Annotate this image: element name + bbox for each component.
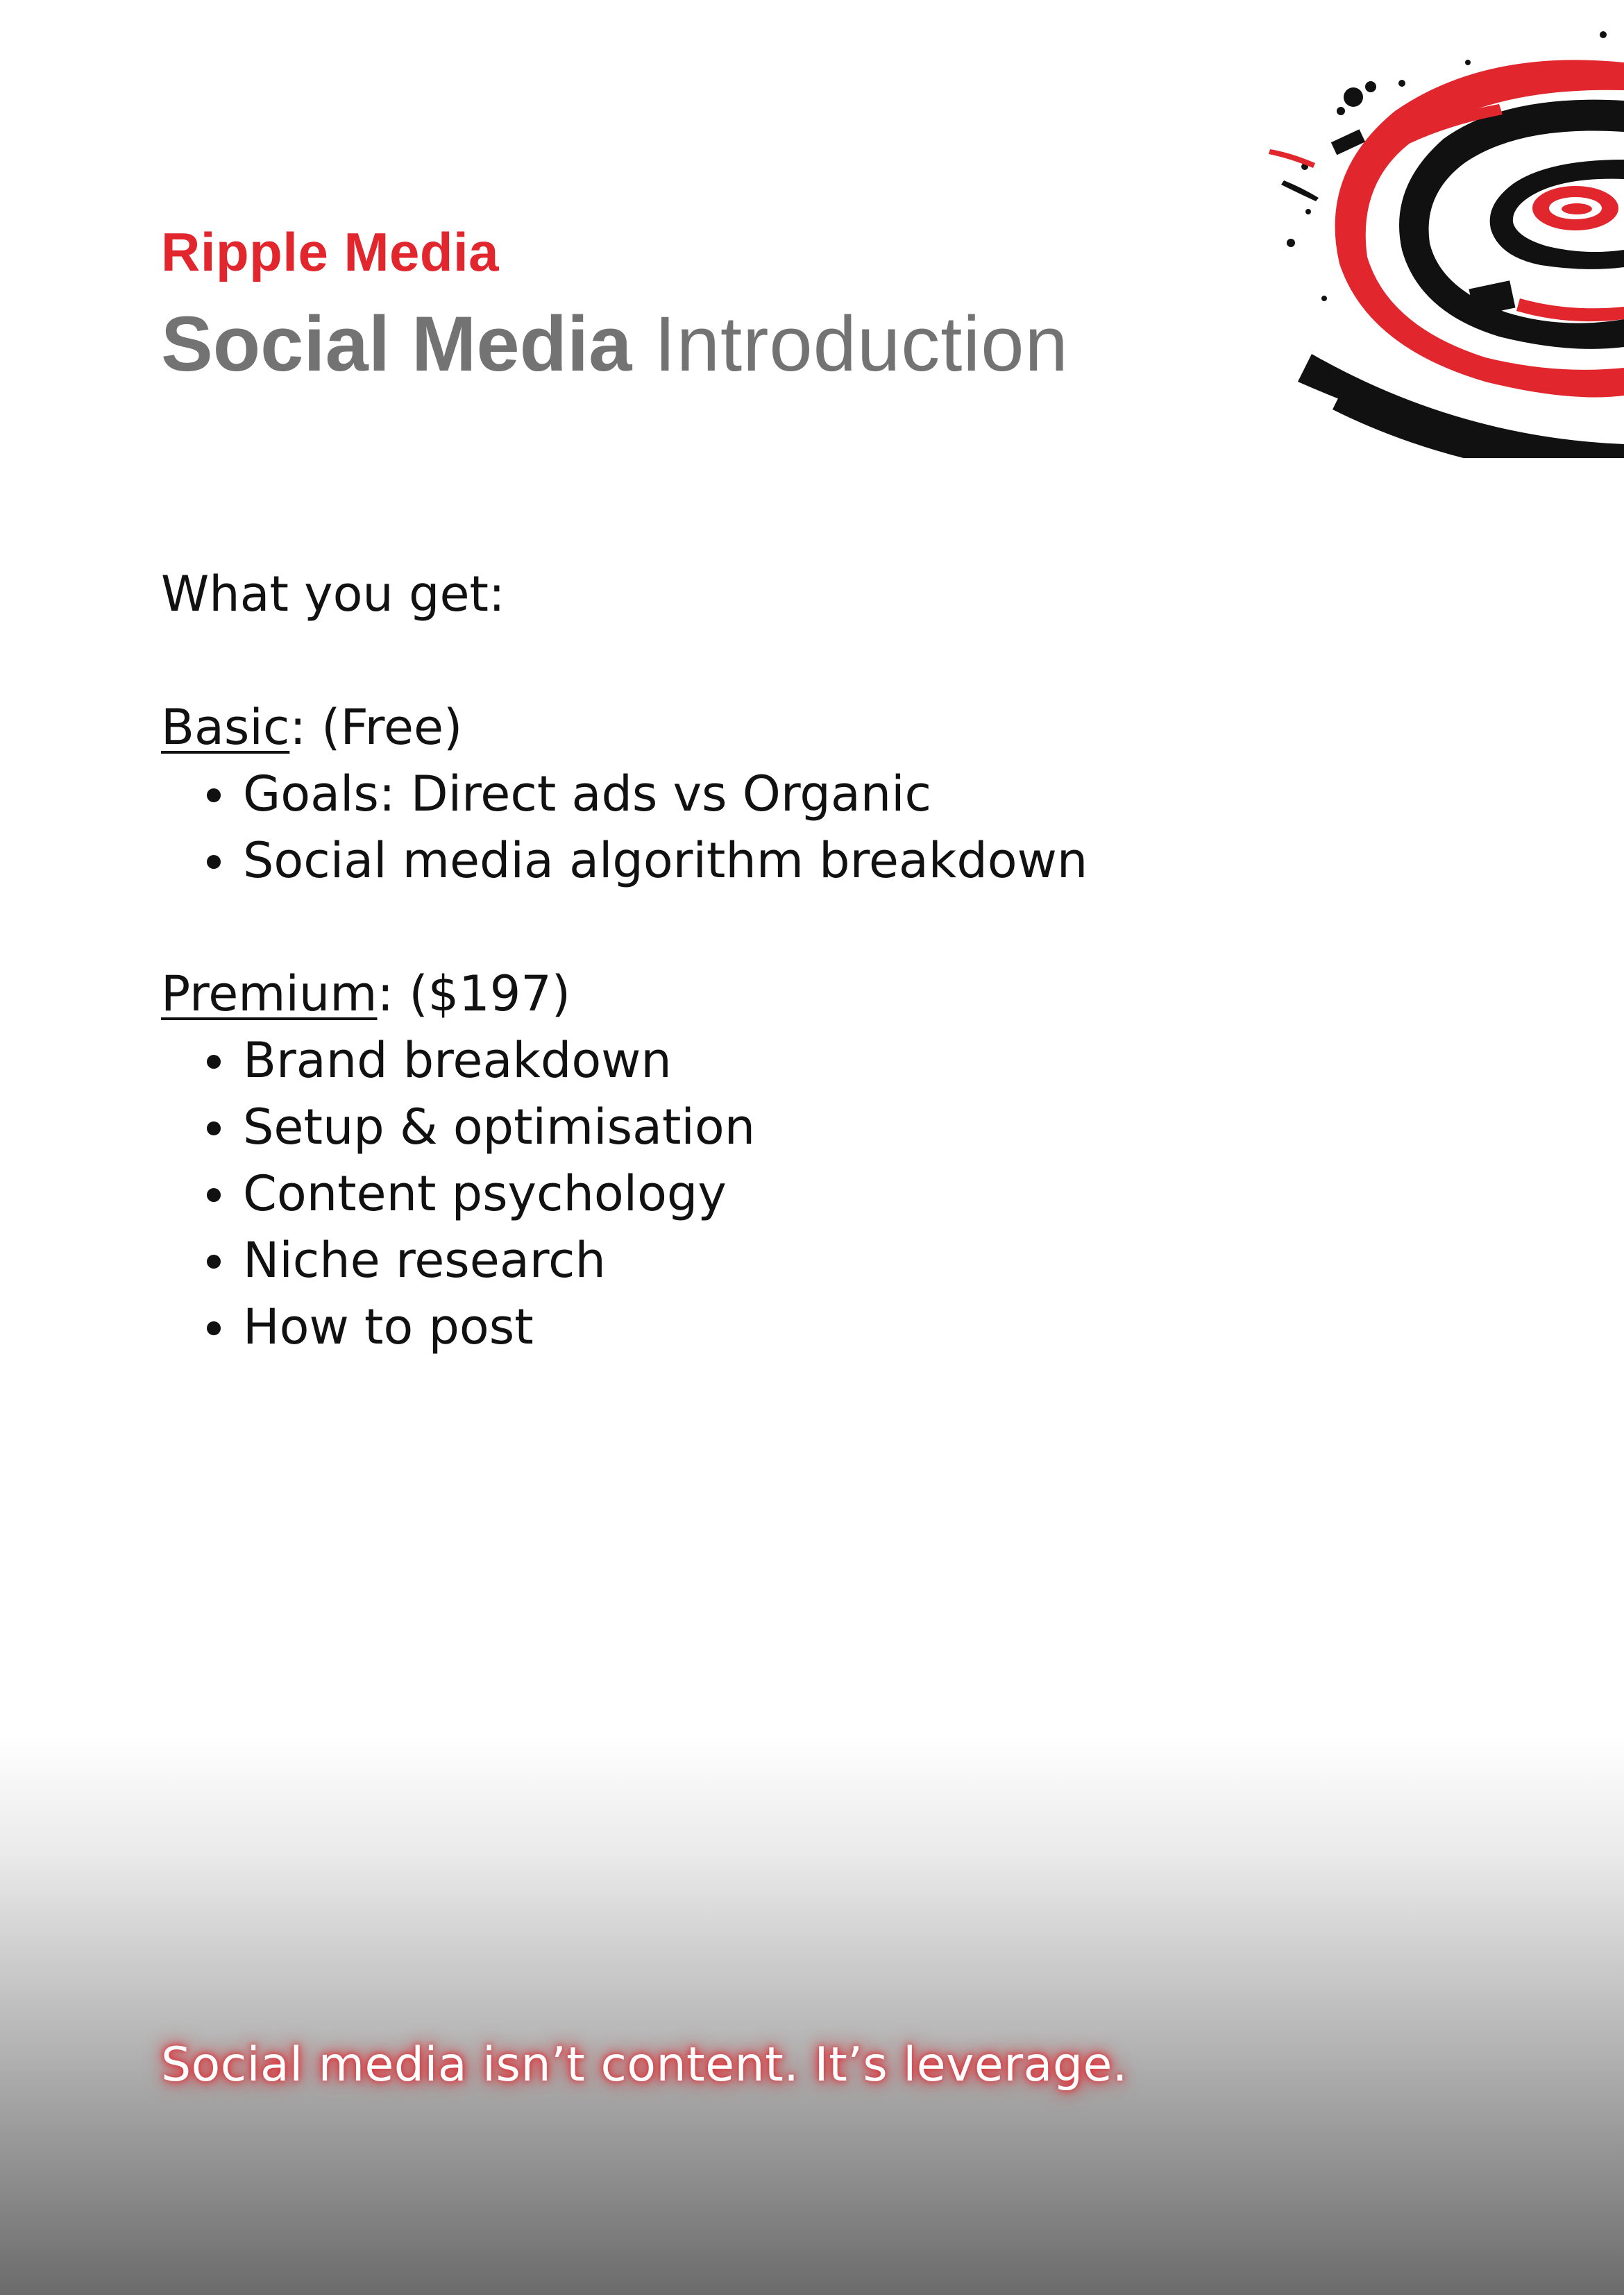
bottom-gradient bbox=[0, 1735, 1624, 2295]
page-title bbox=[161, 300, 1069, 387]
tier-heading-premium bbox=[161, 960, 1088, 1027]
list-item-text: Brand breakdown bbox=[243, 1032, 672, 1089]
bullet-dot-icon bbox=[207, 1121, 221, 1135]
bullet-dot-icon bbox=[207, 788, 221, 802]
tier-heading-basic bbox=[161, 694, 1088, 761]
tier-price: : ($197) bbox=[377, 965, 571, 1022]
intro-text: What you get: bbox=[161, 566, 505, 623]
premium-features-list bbox=[161, 1027, 1088, 1360]
list-item-text: How to post bbox=[243, 1298, 534, 1355]
list-item-text: Setup & optimisation bbox=[243, 1099, 756, 1155]
bullet-dot-icon bbox=[207, 1321, 221, 1335]
list-item-text: Social media algorithm breakdown bbox=[243, 832, 1088, 889]
list-item-text: Content psychology bbox=[243, 1165, 727, 1222]
bullet-dot-icon bbox=[207, 1188, 221, 1202]
list-item bbox=[161, 1027, 1088, 1094]
title-light: Introduction bbox=[632, 300, 1069, 387]
list-item bbox=[161, 1294, 1088, 1360]
footer-tagline: Social media isn’t content. It’s leverage. bbox=[161, 2038, 1128, 2092]
bullet-dot-icon bbox=[207, 1255, 221, 1269]
tier-name: Premium bbox=[161, 965, 378, 1022]
list-item bbox=[161, 761, 1088, 827]
tier-price: : (Free) bbox=[289, 699, 463, 756]
list-item bbox=[161, 1094, 1088, 1160]
list-item bbox=[161, 1160, 1088, 1227]
title-bold: Social Media bbox=[161, 300, 632, 387]
brand-name: Ripple Media bbox=[161, 221, 500, 282]
list-item bbox=[161, 1227, 1088, 1294]
bullet-dot-icon bbox=[207, 855, 221, 869]
list-item-text: Goals: Direct ads vs Organic bbox=[243, 765, 932, 822]
basic-features-list bbox=[161, 761, 1088, 894]
content-body bbox=[161, 561, 1088, 1360]
list-item-text: Niche research bbox=[243, 1232, 606, 1289]
tier-name: Basic bbox=[161, 699, 290, 756]
list-item bbox=[161, 827, 1088, 894]
bullet-dot-icon bbox=[207, 1055, 221, 1069]
ripple-swirl-logo-icon bbox=[1194, 21, 1624, 458]
